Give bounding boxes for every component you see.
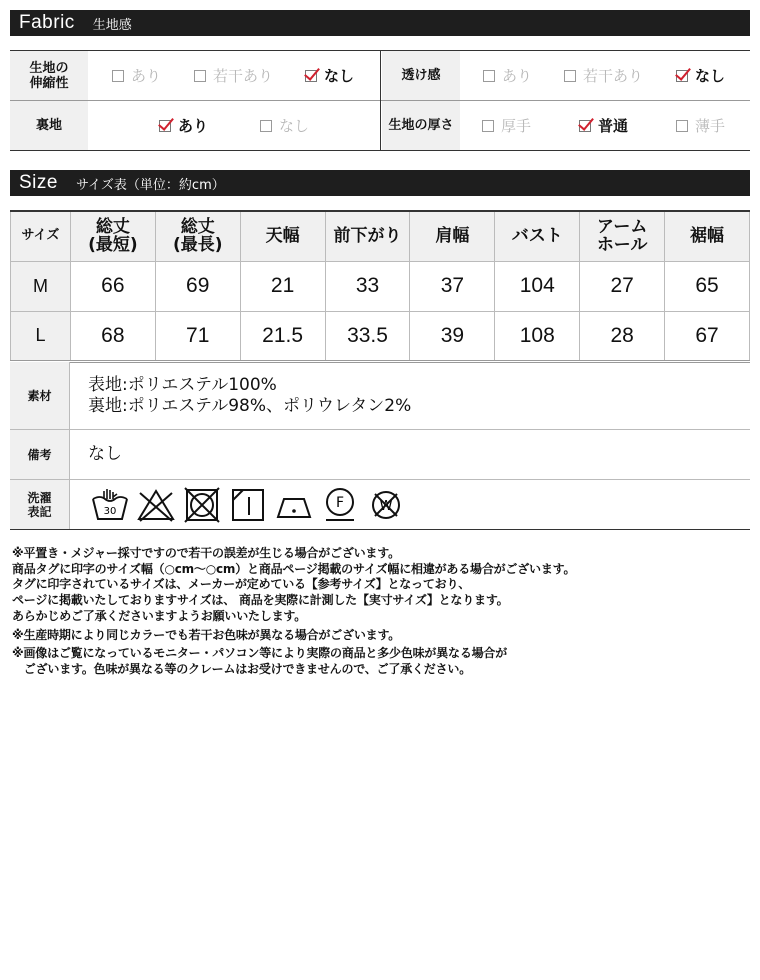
- stretch-label: 生地の 伸縮性: [10, 51, 88, 100]
- iron-low-icon: [274, 487, 314, 523]
- note-line: ございます。色味が異なる等のクレームはお受けできませんので、ご了承ください。: [12, 661, 472, 676]
- checkbox-icon: [482, 120, 494, 132]
- note-line: ページに掲載いたしておりますサイズは、 商品を実際に計測した【実寸サイズ】となります。: [12, 593, 509, 608]
- size-cell: 66: [70, 261, 155, 311]
- fabric-table: [10, 50, 750, 151]
- stretch-option-yes: あり: [112, 51, 161, 100]
- material-value: [70, 362, 750, 429]
- checkbox-icon: [260, 120, 272, 132]
- checked-checkbox-icon: [676, 70, 688, 82]
- size-subtitle: サイズ表（単位：約cm）: [75, 177, 225, 193]
- note-line: 商品タグに印字のサイズ幅（○cm〜○cm）と商品ページ掲載のサイズ幅に相違がある場合がございます。: [12, 561, 576, 576]
- stretch-option-no: なし: [305, 51, 354, 100]
- size-cell: 67: [665, 311, 750, 361]
- checkbox-icon: [112, 70, 124, 82]
- svg-text:F: F: [335, 494, 345, 511]
- note-line: ※画像はご覧になっているモニター・パソコン等により実際の商品と多少色味が異なる場合が: [12, 646, 508, 661]
- size-cell: 28: [580, 311, 665, 361]
- size-table-header: [11, 211, 750, 261]
- note-line: ※生産時期により同じカラーでも若干お色味が異なる場合がございます。: [12, 627, 401, 642]
- sheer-label: 透け感: [382, 51, 460, 100]
- no-bleach-icon: [136, 487, 176, 523]
- thickness-label: 生地の厚さ: [382, 101, 460, 150]
- product-info-table: [10, 362, 750, 530]
- material-row: [10, 362, 750, 430]
- size-cell: 69: [155, 261, 240, 311]
- size-col-header: サイズ: [11, 211, 71, 261]
- care-label: 洗濯 表記: [10, 480, 70, 529]
- no-wet-clean-icon: [366, 487, 406, 523]
- dry-clean-f-icon: [320, 487, 360, 523]
- care-row: [10, 480, 750, 529]
- svg-text:30: 30: [103, 505, 117, 517]
- size-cell: 27: [580, 261, 665, 311]
- checked-checkbox-icon: [159, 120, 171, 132]
- size-cell: L: [11, 311, 71, 361]
- thickness-option-thick: 厚手: [482, 101, 531, 150]
- size-cell: 68: [70, 311, 155, 361]
- sheer-option-yes: あり: [483, 51, 532, 100]
- care-icons: [70, 480, 750, 529]
- size-cell: 21.5: [240, 311, 325, 361]
- disclaimer-notes: [12, 546, 575, 678]
- thickness-option-thin: 薄手: [676, 101, 725, 150]
- size-table: [10, 210, 750, 363]
- checked-checkbox-icon: [305, 70, 317, 82]
- lining-option-yes: あり: [159, 101, 208, 150]
- fabric-divider: [380, 51, 381, 150]
- size-col-header: 裾幅: [665, 211, 750, 261]
- remarks-label: 備考: [10, 430, 70, 479]
- size-title: Size: [19, 172, 58, 193]
- checked-checkbox-icon: [579, 120, 591, 132]
- material-lining: 裏地:ポリエステル98%、ポリウレタン2%: [88, 395, 412, 416]
- no-tumble-dry-icon: [182, 487, 222, 523]
- checkbox-icon: [194, 70, 206, 82]
- checkbox-icon: [564, 70, 576, 82]
- size-cell: 33: [325, 261, 410, 311]
- size-cell: 33.5: [325, 311, 410, 361]
- size-cell: M: [11, 261, 71, 311]
- size-cell: 21: [240, 261, 325, 311]
- material-outer: 表地:ポリエステル100%: [88, 374, 277, 395]
- material-label: 素材: [10, 362, 70, 429]
- note-line: ※平置き・メジャー採寸ですので若干の誤差が生じる場合がございます。: [12, 546, 400, 560]
- size-cell: 108: [495, 311, 580, 361]
- size-cell: 37: [410, 261, 495, 311]
- note-line: タグに印字されているサイズは、メーカーが定めている【参考サイズ】となっており、: [12, 577, 471, 592]
- line-dry-shade-icon: [228, 487, 268, 523]
- checkbox-icon: [676, 120, 688, 132]
- size-col-header: 肩幅: [410, 211, 495, 261]
- size-col-header: アーム ホール: [580, 211, 665, 261]
- fabric-title: Fabric: [19, 12, 75, 33]
- size-cell: 39: [410, 311, 495, 361]
- size-cell: 104: [495, 261, 580, 311]
- lining-option-no: なし: [260, 101, 309, 150]
- size-col-header: 前下がり: [325, 211, 410, 261]
- size-col-header: 総丈 (最長): [155, 211, 240, 261]
- size-col-header: 総丈 (最短): [70, 211, 155, 261]
- size-col-header: バスト: [495, 211, 580, 261]
- table-row: [11, 261, 750, 311]
- size-col-header: 天幅: [240, 211, 325, 261]
- size-cell: 71: [155, 311, 240, 361]
- sheer-option-slight: 若干あり: [564, 51, 643, 100]
- fabric-section-header: [10, 10, 750, 36]
- checkbox-icon: [483, 70, 495, 82]
- remarks-row: [10, 430, 750, 480]
- size-cell: 65: [665, 261, 750, 311]
- sheer-option-no: なし: [676, 51, 725, 100]
- stretch-option-slight: 若干あり: [194, 51, 273, 100]
- lining-label: 裏地: [10, 101, 88, 150]
- hand-wash-30-icon: [90, 487, 130, 523]
- fabric-subtitle: 生地感: [92, 17, 132, 33]
- size-section-header: [10, 170, 750, 196]
- thickness-option-normal: 普通: [579, 101, 628, 150]
- remarks-value: なし: [88, 444, 122, 464]
- table-row: [11, 311, 750, 361]
- note-line: あらかじめご了承くださいますようお願いいたします。: [12, 608, 307, 623]
- svg-text:W: W: [379, 498, 393, 514]
